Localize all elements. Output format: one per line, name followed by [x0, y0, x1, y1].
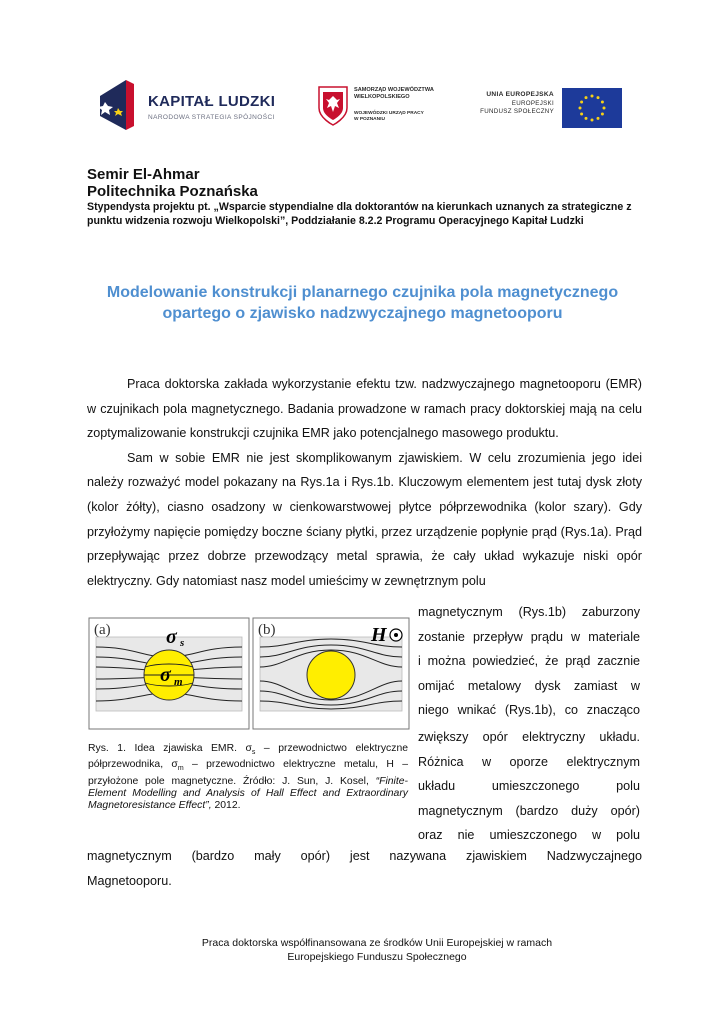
caption-source-title: “Finite-Element Modelling and Analysis of Hall Effect and Extraordinary Magnetoresistance Effect”,: [88, 775, 408, 812]
side-line: zwiększy opór elektryczny układu.: [418, 729, 640, 744]
kapital-ludzki-tagline: NARODOWA STRATEGIA SPÓJNOŚCI: [148, 114, 275, 121]
caption-part2: – przewodnictwo elektryczne półprzewodnika, σ: [88, 743, 409, 771]
sigma-s-symbol: σ: [166, 626, 177, 648]
page-title: [70, 282, 655, 324]
side-line: magnetycznym (bardzo duży opór): [418, 803, 640, 818]
figure-emr: [88, 617, 410, 730]
logo-kapital-ludzki: [96, 76, 286, 140]
title-line2: opartego o zjawisko nadzwyczajnego magnetooporu: [162, 305, 563, 322]
caption-part4: 2012.: [211, 800, 241, 812]
side-line: układu umieszczonego polu: [418, 779, 640, 794]
footer-line1: Praca doktorska współfinansowana ze środków Unii Europejskiej w ramach: [201, 937, 553, 949]
side-line: magnetycznym (Rys.1b) zaburzony: [418, 605, 640, 619]
samorzad-line4: W POZNANIU: [354, 117, 385, 122]
figure-caption: [88, 743, 408, 813]
footer: [87, 936, 667, 964]
eu-line1: UNIA EUROPEJSKA: [486, 91, 554, 98]
author-name: Semir El-Ahmar: [87, 166, 200, 183]
side-column: [418, 600, 640, 848]
sigma-m-sub: m: [174, 676, 183, 688]
eagle-shield-icon: [318, 86, 348, 126]
sigma-m-symbol: σ: [160, 664, 171, 686]
logo-samorzad: [318, 84, 438, 134]
body-text: [87, 372, 642, 593]
grant-info: Stypendysta projektu pt. „Wsparcie stypendialne dla doktorantów na kierunkach uznanych za strategiczne z punktu widzenia rozwoju Wielkopolski”, Poddziałanie 8.2.2 Programu Operacyjnego Kapitał Ludzki: [87, 201, 632, 227]
side-line: oraz nie umieszczonego w polu: [418, 828, 640, 843]
samorzad-line1: SAMORZĄD WOJEWÓDZTWA: [354, 87, 434, 93]
tail-line1: magnetycznym (bardzo mały opór) jest nazywana zjawiskiem Nadzwyczajnego: [87, 849, 642, 863]
kapital-ludzki-emblem-icon: [96, 76, 136, 138]
panel-a: [89, 618, 249, 729]
label-b: (b): [258, 622, 276, 638]
side-line: i można powiedzieć, że prąd zacznie: [418, 654, 640, 669]
eu-flag-icon: [562, 88, 622, 128]
eu-line2: EUROPEJSKI: [511, 99, 554, 107]
emr-diagram: [88, 617, 410, 730]
side-line: zostanie przepływ prądu w materiale: [418, 629, 640, 644]
panel-b: [253, 618, 409, 729]
tail-text: [87, 844, 642, 893]
paragraph-2: Sam w sobie EMR nie jest skomplikowanym zjawiskiem. W celu zrozumienia jego idei należy rozważyć model pokazany na Rys.1a i Rys.1b. Kluczowym elementem jest tutaj dysk złoty (kolor żółty), ciasno osadzony w cienkowarstwowej płytce półprzewodnika (kolor szary). Gdy przyłożymy napięcie pomiędzy boczne ściany płytki, przez urządzenie popłynie prąd (Rys.1a). Prąd przepływając przez dobrze przewodzący metal sprawia, że cały układ wykazuje niski opór elektryczny. Gdy natomiast nasz model umieścimy w zewnętrznym polu: [87, 450, 642, 588]
paragraph-1: Praca doktorska zakłada wykorzystanie efektu tzw. nadzwyczajnego magnetooporu (EMR) w czujnikach pola magnetycznego. Badania prowadzone w ramach pracy doktorskiej mają na celu zoptymalizowanie konstrukcji czujnika EMR jako potencjalnego masowego produktu.: [87, 377, 642, 441]
tail-line2: Magnetooporu.: [87, 873, 172, 888]
footer-line2: Europejskiego Funduszu Społecznego: [287, 951, 467, 963]
h-field-symbol: H: [371, 624, 387, 646]
eu-line3: FUNDUSZ SPOŁECZNY: [480, 108, 554, 115]
samorzad-line2: WIELKOPOLSKIEGO: [354, 94, 410, 100]
side-line: omijać metalowy dysk zamiast w: [418, 678, 640, 693]
title-line1: Modelowanie konstrukcji planarnego czujnika pola magnetycznego: [106, 284, 619, 301]
samorzad-line3: WOJEWÓDZKI URZĄD PRACY: [354, 111, 424, 116]
caption-part3: – przewodnictwo elektryczne metalu, H – przyłożone pole magnetyczne. Źródło: J. Sun, J. Kosel,: [88, 759, 408, 787]
side-line: niego wnikać (Rys.1b), co znacząco: [418, 703, 640, 718]
sigma-s-sub: s: [180, 637, 185, 649]
label-a: (a): [94, 622, 111, 638]
side-line: Różnica w oporze elektrycznym: [418, 754, 640, 769]
eu-text: [454, 91, 554, 117]
caption-sub-s: s: [251, 749, 256, 757]
caption-part1: Rys. 1. Idea zjawiska EMR. σ: [88, 743, 252, 754]
caption-sub-m: m: [177, 765, 184, 773]
institution: Politechnika Poznańska: [87, 183, 258, 200]
field-dot-icon: [394, 633, 398, 637]
kapital-ludzki-name: KAPITAŁ LUDZKI: [148, 93, 276, 110]
logo-eu: [462, 88, 622, 128]
